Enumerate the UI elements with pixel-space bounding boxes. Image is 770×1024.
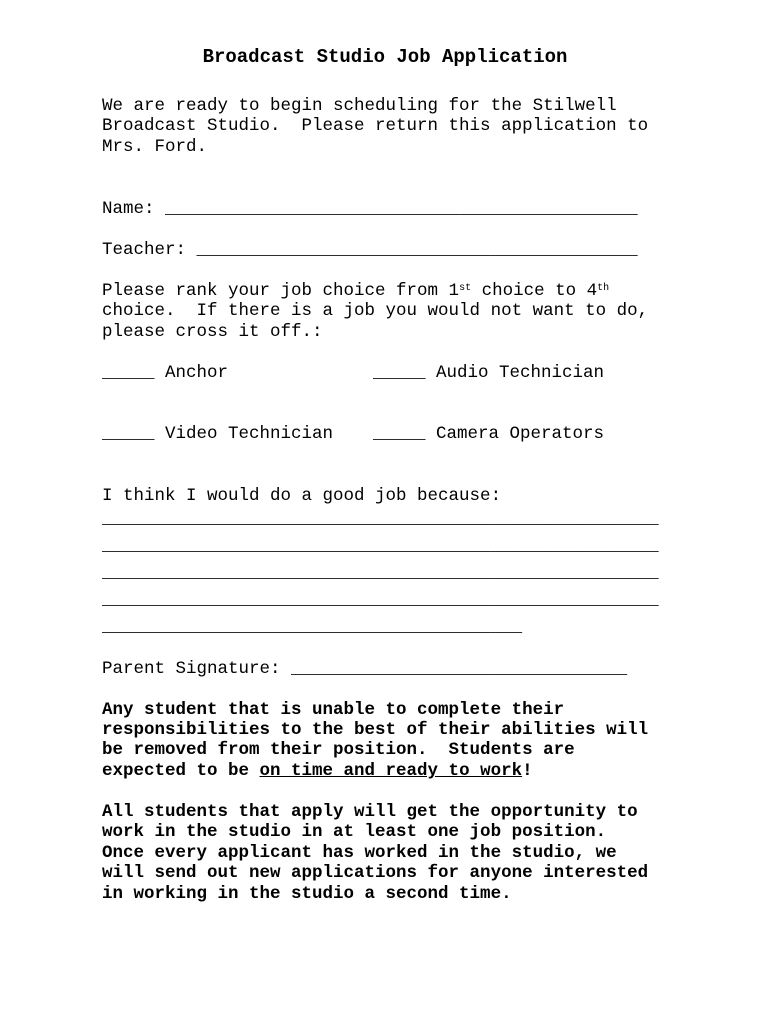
job-label: Anchor <box>165 363 229 383</box>
teacher-field-row <box>102 240 638 261</box>
job-option-audio-technician <box>373 363 604 384</box>
job-rank-blank[interactable]: _____ <box>373 424 426 444</box>
notice-text: ! <box>522 761 533 781</box>
notice-line: work in the studio in at least one job position. <box>102 822 607 842</box>
reason-blank-line[interactable]: ________________________________________ <box>102 617 523 637</box>
ordinal-suffix: th <box>597 283 610 294</box>
reason-blank-line[interactable]: _____________________________________________________ <box>102 536 659 556</box>
intro-line: We are ready to begin scheduling for the Stilwell <box>102 96 617 116</box>
notice-text: expected to be <box>102 761 260 781</box>
notice-line: Once every applicant has worked in the studio, we <box>102 843 617 863</box>
notice-line: Any student that is unable to complete their <box>102 700 565 720</box>
ranking-instructions-line: please cross it off.: <box>102 322 323 342</box>
job-option-anchor <box>102 363 228 384</box>
notice-emphasis: on time and ready to work <box>259 761 523 781</box>
reason-blank-line[interactable]: _____________________________________________________ <box>102 563 659 583</box>
job-label: Camera Operators <box>436 424 605 444</box>
ordinal-suffix: st <box>459 283 472 294</box>
name-field-row <box>102 199 638 220</box>
notice-line: will send out new applications for anyone interested <box>102 863 649 883</box>
job-rank-blank[interactable]: _____ <box>102 424 155 444</box>
ranking-text: choice to 4 <box>471 281 598 301</box>
notice-line: responsibilities to the best of their abilities will <box>102 720 649 740</box>
ranking-instructions-line: choice. If there is a job you would not want to do, <box>102 301 649 321</box>
reason-blank-line[interactable]: _____________________________________________________ <box>102 590 659 610</box>
notice-line: be removed from their position. Students are <box>102 740 575 760</box>
signature-blank[interactable]: ________________________________ <box>291 659 628 679</box>
job-rank-blank[interactable]: _____ <box>373 363 426 383</box>
teacher-blank[interactable]: __________________________________________ <box>196 240 638 260</box>
job-option-video-technician <box>102 424 333 445</box>
job-label: Video Technician <box>165 424 334 444</box>
ranking-instructions-line <box>102 281 609 302</box>
job-rank-blank[interactable]: _____ <box>102 363 155 383</box>
ranking-text: Please rank your job choice from 1 <box>102 281 460 301</box>
name-label: Name: <box>102 199 166 219</box>
intro-line: Broadcast Studio. Please return this application to <box>102 116 649 136</box>
intro-line: Mrs. Ford. <box>102 137 208 157</box>
notice-line <box>102 761 533 782</box>
page-title: Broadcast Studio Job Application <box>202 46 568 68</box>
reason-prompt: I think I would do a good job because: <box>102 486 502 506</box>
name-blank[interactable]: _____________________________________________ <box>165 199 638 219</box>
signature-label: Parent Signature: <box>102 659 292 679</box>
notice-line: in working in the studio a second time. <box>102 884 512 904</box>
job-option-camera-operators <box>373 424 604 445</box>
reason-blank-line[interactable]: _____________________________________________________ <box>102 509 659 529</box>
signature-row <box>102 659 627 680</box>
job-label: Audio Technician <box>436 363 605 383</box>
teacher-label: Teacher: <box>102 240 197 260</box>
notice-line: All students that apply will get the opportunity to <box>102 802 638 822</box>
